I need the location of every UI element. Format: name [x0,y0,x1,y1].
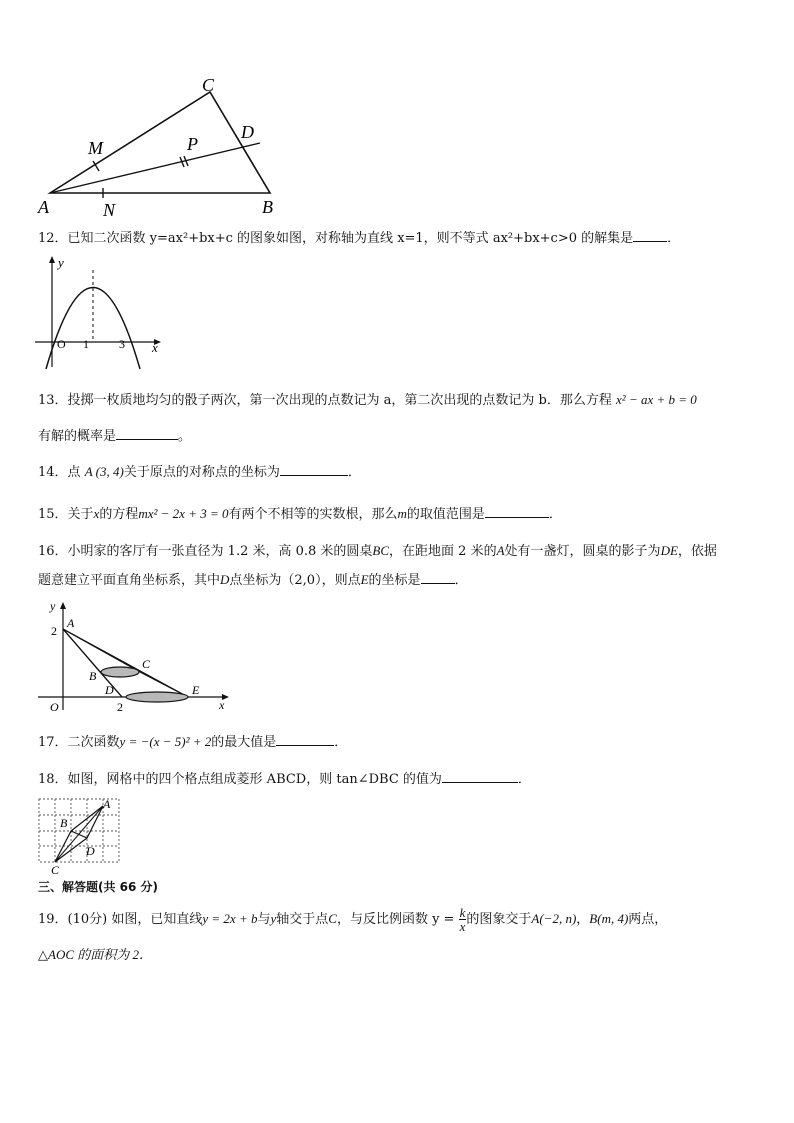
lamp-shadow-figure [30,598,240,716]
q15-mid2: 有两个不相等的实数根，那么 [228,507,398,522]
q15-post: 的取值范围是 [406,507,485,522]
parabola-figure [30,252,170,370]
shadow-x-label: x [219,698,225,712]
q15-mid1: 的方程 [99,507,139,522]
question-13-line2 [38,427,191,446]
q18-answer-blank [442,770,518,783]
q14-answer-blank [280,463,348,476]
q19-frac-num: k [459,905,466,920]
question-19 [38,906,667,933]
origin-label: O [57,337,66,351]
q15-end: ． [548,507,562,522]
q14-post: 关于原点的对称点的坐标为 [123,465,280,480]
q19-line2: △AOC 的面积为 2． [38,947,152,962]
q13-line1: 13．投掷一枚质地均匀的骰子两次，第一次出现的点数记为 a，第二次出现的点数记为 b．那么方程 [38,393,612,408]
grid-B-label: B [60,816,68,830]
q13-line2: 有解的概率是 [38,429,117,444]
grid-C-label: C [51,863,60,876]
q19-line-eq: y = 2x + b [202,911,258,926]
q16-end: ． [454,573,468,588]
q16-answer-blank [421,571,455,584]
grid-rhombus-figure [36,796,126,876]
shadow-origin-label: O [50,700,59,714]
q17-answer-blank [276,733,334,746]
q16-d: D [220,572,230,587]
shadow-B-label: B [89,669,97,683]
question-13 [38,391,697,410]
q16-line1-c: 处有一盏灯，圆桌的影子为 [504,544,661,559]
question-16-line2 [38,571,468,590]
q18-text: 18．如图，网格中的四个格点组成菱形 ABCD，则 tan∠DBC 的值为 [38,772,442,787]
label-P: P [187,134,198,154]
grid-D-label: D [86,844,95,858]
q15-var-m: m [397,506,407,521]
q12-end: ． [667,231,681,246]
q16-line2-a: 题意建立平面直角坐标系，其中 [38,573,221,588]
question-15 [38,505,562,524]
q16-line1-b: ，在距地面 2 米的 [389,544,497,559]
q19-y: y [270,911,277,926]
q16-line2-c: 的坐标是 [368,573,421,588]
axis-x-label: x [152,340,158,355]
question-19-line2 [38,946,152,965]
q19-mid4: 的图象交于 [466,912,532,927]
q17-equation: y = −(x − 5)² + 2 [119,734,212,749]
q19-mid1: 与 [257,912,271,927]
q19-mid2: 轴交于点 [276,912,329,927]
q19-post: 两点， [628,912,668,927]
question-16 [38,542,717,561]
shadow-A-label: A [67,616,75,630]
q16-bc: BC [372,543,390,558]
q19-pt-a: A(−2, n) [531,911,577,926]
triangle-figure [30,70,290,220]
shadow-y-label: y [50,599,56,613]
q16-line2-b: 点坐标为（2,0），则点 [229,573,361,588]
q15-var-x: x [93,506,100,521]
q16-e: E [360,572,369,587]
label-M: M [88,138,103,158]
q19-pt-b: B(m, 4) [589,911,629,926]
label-D: D [241,122,254,142]
q19-mid3: ，与反比例函数 y = [336,912,455,927]
section-3-heading: 三、解答题(共 66 分) [38,880,159,894]
label-N: N [103,200,116,220]
tick-3-label: 3 [119,337,125,351]
q13-answer-blank [116,427,178,440]
q16-de: DE [660,543,678,558]
q16-line1-d: ，依据 [677,544,717,559]
q13-end: 。 [178,429,192,444]
shadow-x-2-label: 2 [117,700,123,714]
question-17 [38,733,347,752]
q15-equation: mx² − 2x + 3 = 0 [138,506,229,521]
q13-equation: x² − ax + b = 0 [616,392,697,407]
label-C: C [202,75,215,95]
q15-pre: 15．关于 [38,507,94,522]
q19-c: C [328,911,337,926]
q16-a: A [496,543,505,558]
q16-line1-a: 16．小明家的客厅有一张直径为 1.2 米，高 0.8 米的圆桌 [38,544,373,559]
q17-pre: 17．二次函数 [38,735,120,750]
q12-text: 12．已知二次函数 y=ax²+bx+c 的图象如图，对称轴为直线 x=1，则不等式 ax²+bx+c>0 的解集是 [38,231,634,246]
label-B: B [262,197,273,217]
label-A: A [38,197,49,217]
tick-1-label: 1 [83,337,89,351]
q19-sep: ， [576,912,590,927]
shadow-y-2-label: 2 [51,624,57,638]
axis-y-label: y [58,255,64,270]
question-12 [38,229,680,248]
q14-point: A (3, 4) [84,464,124,479]
q19-pre: 19．(10分) 如图，已知直线 [38,912,203,927]
q18-end: ． [517,772,531,787]
q14-pre: 14．点 [38,465,81,480]
q14-end: ． [347,465,361,480]
q15-answer-blank [485,505,549,518]
q17-post: 的最大值是 [211,735,277,750]
shadow-C-label: C [142,657,151,671]
q19-frac-den: x [459,919,466,934]
grid-A-label: A [103,797,111,811]
shadow-D-label: D [105,683,114,697]
q12-answer-blank [633,229,667,242]
question-14 [38,463,361,482]
q17-end: ． [334,735,348,750]
question-18 [38,770,531,789]
shadow-E-label: E [192,683,200,697]
